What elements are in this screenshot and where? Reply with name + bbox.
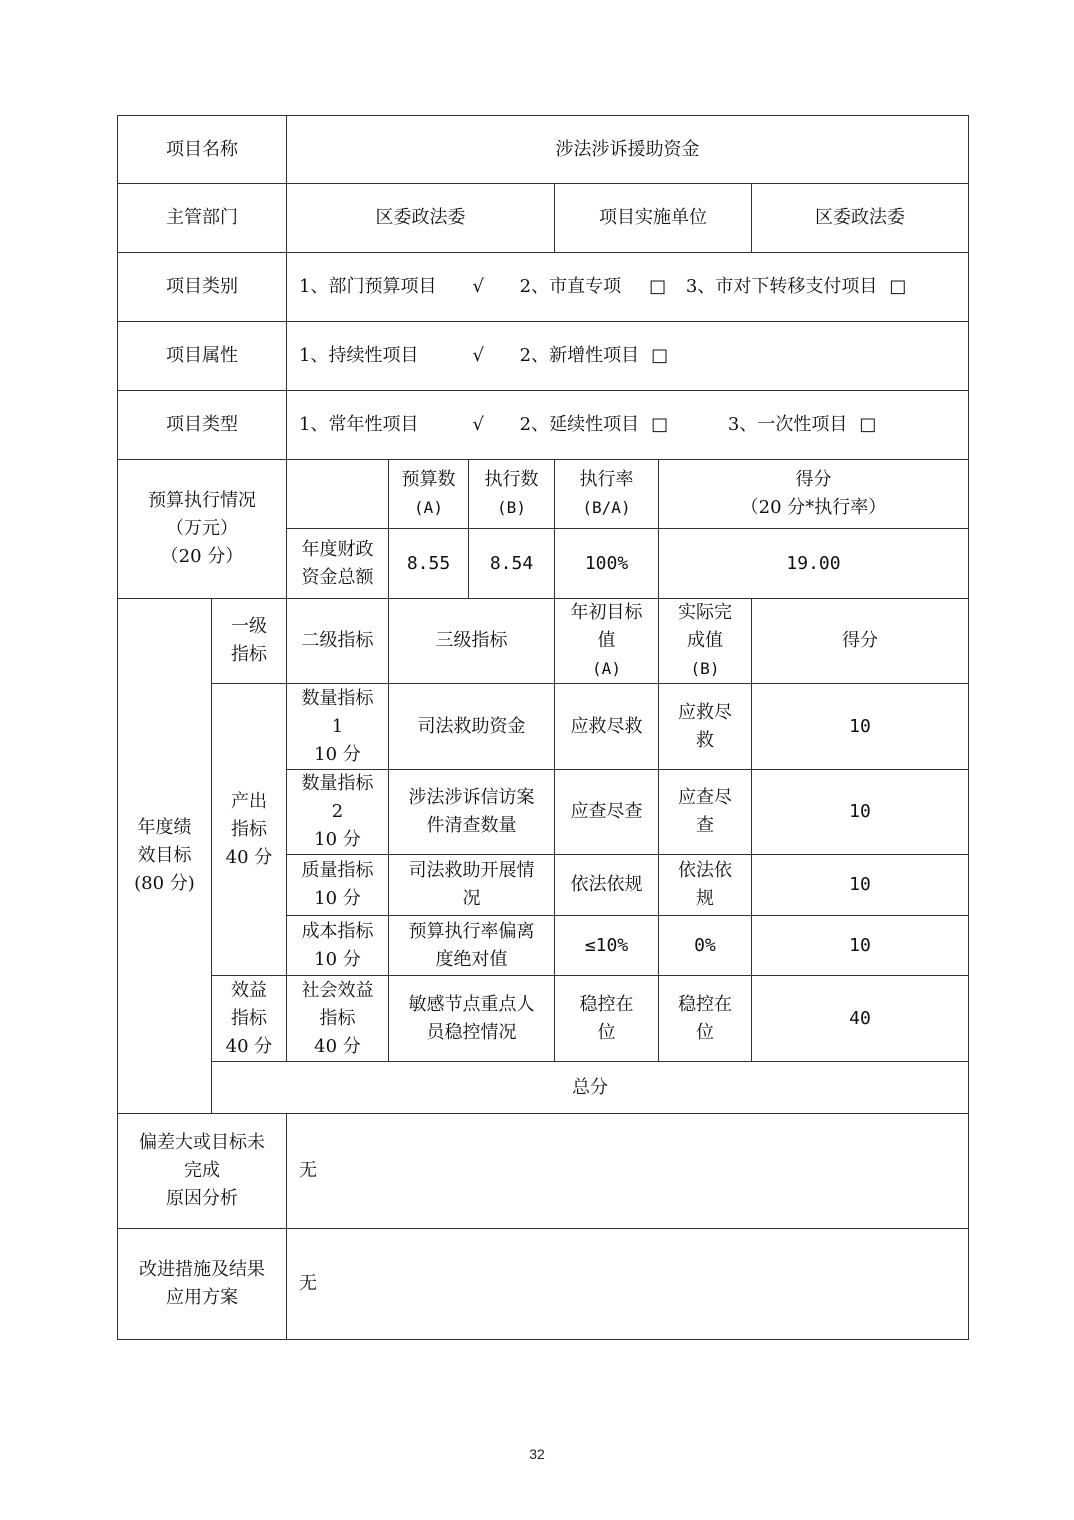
target-value: 依法依规	[555, 855, 659, 916]
execution-rate-header: 执行率 (B/A)	[555, 460, 659, 529]
implementing-unit-label: 项目实施单位	[555, 184, 752, 253]
performance-header-row	[118, 599, 969, 684]
target-value: ≤10%	[555, 916, 659, 976]
level2-indicator: 数量指标 2 10 分	[287, 770, 389, 855]
level3-indicator: 司法救助资金	[389, 684, 555, 770]
attribute-row	[118, 322, 969, 391]
actual-value: 应救尽 救	[659, 684, 752, 770]
category-option-3: 3、市对下转移支付项目	[685, 276, 878, 297]
target-value: 应查尽查	[555, 770, 659, 855]
checkbox-icon: □	[649, 276, 667, 297]
actual-value: 稳控在 位	[659, 976, 752, 1062]
improvement-row	[118, 1229, 969, 1340]
department-row	[118, 184, 969, 253]
checkbox-icon: □	[889, 276, 907, 297]
score-value: 10	[752, 855, 969, 916]
implementing-unit-value: 区委政法委	[752, 184, 969, 253]
level2-indicator-header: 二级指标	[287, 599, 389, 684]
category-options	[287, 253, 969, 322]
annual-performance-label: 年度绩 效目标 (80 分)	[118, 599, 212, 1114]
budget-header-row	[118, 460, 969, 529]
checkmark-icon: √	[472, 345, 484, 366]
executed-amount-header: 执行数 (B)	[469, 460, 555, 529]
budget-score-value: 19.00	[659, 529, 969, 599]
level3-indicator: 敏感节点重点人 员稳控情况	[389, 976, 555, 1062]
score-value: 10	[752, 684, 969, 770]
budget-amount-header: 预算数 (A)	[389, 460, 469, 529]
category-option-1: 1、部门预算项目	[299, 276, 437, 297]
category-label: 项目类别	[118, 253, 287, 322]
project-name-label: 项目名称	[118, 116, 287, 184]
target-value: 稳控在 位	[555, 976, 659, 1062]
type-label: 项目类型	[118, 391, 287, 460]
type-option-2: 2、延续性项目	[519, 414, 640, 435]
improvement-value: 无	[287, 1229, 969, 1340]
table-row	[118, 976, 969, 1062]
level2-indicator: 社会效益 指标 40 分	[287, 976, 389, 1062]
performance-score-header: 得分	[752, 599, 969, 684]
checkmark-icon: √	[472, 276, 484, 297]
budget-amount-value: 8.55	[389, 529, 469, 599]
level3-indicator-header: 三级指标	[389, 599, 555, 684]
level1-indicator-header: 一级 指标	[212, 599, 287, 684]
department-label: 主管部门	[118, 184, 287, 253]
page-number: 32	[529, 1446, 545, 1462]
table-row	[118, 684, 969, 770]
actual-value: 0%	[659, 916, 752, 976]
type-row	[118, 391, 969, 460]
actual-value-header: 实际完 成值 (B)	[659, 599, 752, 684]
level3-indicator: 预算执行率偏离 度绝对值	[389, 916, 555, 976]
target-value: 应救尽救	[555, 684, 659, 770]
deviation-row	[118, 1114, 969, 1229]
department-value: 区委政法委	[287, 184, 555, 253]
category-option-2: 2、市直专项	[519, 276, 622, 297]
budget-execution-label: 预算执行情况 （万元） （20 分）	[118, 460, 287, 599]
actual-value: 依法依 规	[659, 855, 752, 916]
executed-amount-value: 8.54	[469, 529, 555, 599]
checkbox-icon: □	[859, 414, 877, 435]
actual-value: 应查尽 查	[659, 770, 752, 855]
level2-indicator: 数量指标 1 10 分	[287, 684, 389, 770]
score-value: 40	[752, 976, 969, 1062]
level3-indicator: 司法救助开展情 况	[389, 855, 555, 916]
deviation-label: 偏差大或目标未 完成 原因分析	[118, 1114, 287, 1229]
level2-indicator: 质量指标 10 分	[287, 855, 389, 916]
attribute-option-2: 2、新增性项目	[519, 345, 640, 366]
type-options	[287, 391, 969, 460]
annual-funds-label: 年度财政 资金总额	[287, 529, 389, 599]
total-row	[118, 1062, 969, 1114]
target-value-header: 年初目标 值 (A)	[555, 599, 659, 684]
benefit-indicator-label: 效益 指标 40 分	[212, 976, 287, 1062]
checkmark-icon: √	[472, 414, 484, 435]
deviation-value: 无	[287, 1114, 969, 1229]
score-value: 10	[752, 916, 969, 976]
budget-score-header: 得分 （20 分*执行率）	[659, 460, 969, 529]
attribute-option-1: 1、持续性项目	[299, 345, 419, 366]
score-value: 10	[752, 770, 969, 855]
project-name-value: 涉法涉诉援助资金	[287, 116, 969, 184]
level2-indicator: 成本指标 10 分	[287, 916, 389, 976]
project-name-row	[118, 116, 969, 184]
checkbox-icon: □	[651, 345, 669, 366]
attribute-label: 项目属性	[118, 322, 287, 391]
level3-indicator: 涉法涉诉信访案 件清查数量	[389, 770, 555, 855]
total-label: 总分	[212, 1062, 969, 1114]
output-indicator-label: 产出 指标 40 分	[212, 684, 287, 976]
execution-rate-value: 100%	[555, 529, 659, 599]
improvement-label: 改进措施及结果 应用方案	[118, 1229, 287, 1340]
type-option-3: 3、一次性项目	[727, 414, 848, 435]
performance-evaluation-table	[117, 115, 969, 1340]
category-row	[118, 253, 969, 322]
checkbox-icon: □	[651, 414, 669, 435]
type-option-1: 1、常年性项目	[299, 414, 419, 435]
budget-empty-cell	[287, 460, 389, 529]
attribute-options	[287, 322, 969, 391]
